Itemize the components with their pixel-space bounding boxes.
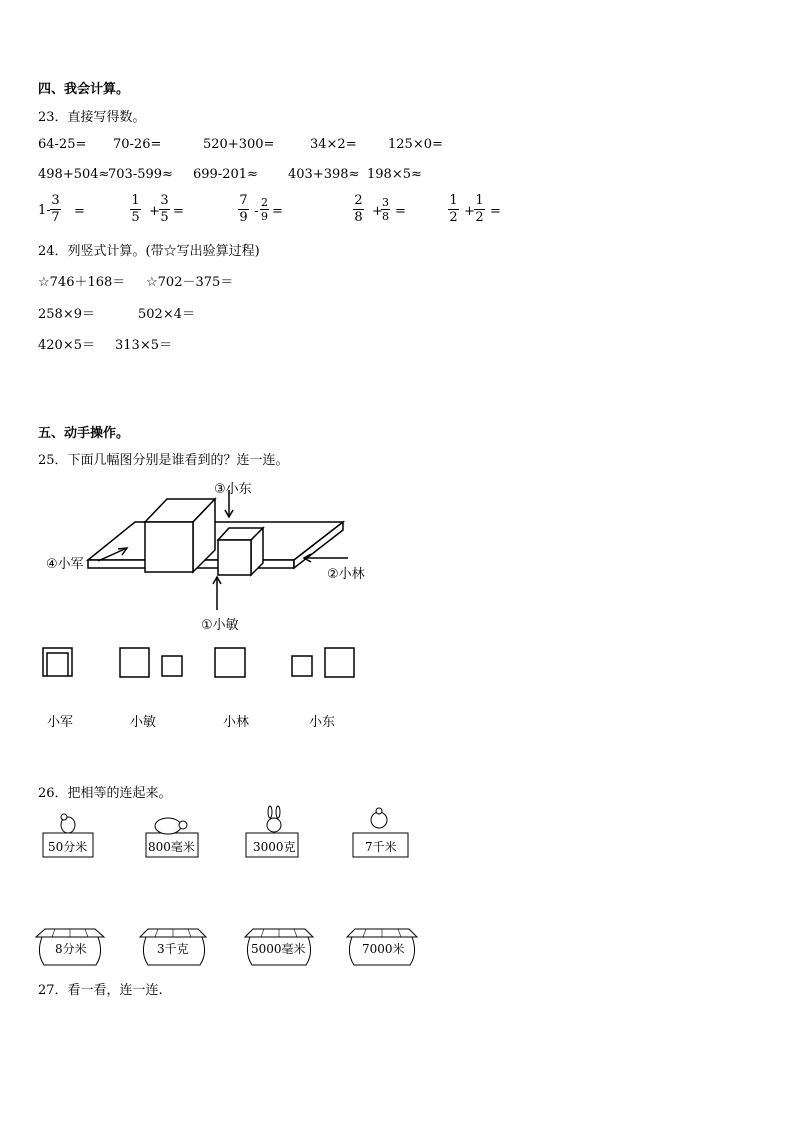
section4-heading: 四、我会计算。: [38, 82, 130, 97]
view-name: 小林: [223, 715, 250, 730]
fraction: [159, 193, 170, 226]
problem: 70-26=: [113, 137, 162, 152]
turtle-icon: [155, 818, 181, 834]
fraction-denominator: 8: [382, 210, 389, 223]
large-cube-front: [145, 522, 193, 572]
fraction-numerator: 1: [131, 193, 140, 208]
problem: 34×2=: [310, 137, 357, 152]
fraction-numerator: 7: [239, 193, 248, 208]
rabbit-icon: [267, 818, 281, 832]
problem: 198×5≈: [367, 167, 422, 182]
fraction-denominator: 2: [449, 210, 458, 225]
fraction-denominator: 9: [239, 210, 248, 225]
problem: 258×9＝: [38, 307, 95, 322]
fraction: [381, 196, 390, 223]
fraction: [238, 193, 249, 226]
equals: =: [74, 204, 85, 219]
view-name: 小东: [309, 715, 336, 730]
operator: -: [254, 204, 259, 219]
fraction-denominator: 7: [51, 210, 60, 225]
problem: 699-201≈: [193, 167, 258, 182]
fraction: [130, 193, 141, 226]
equals: =: [272, 204, 283, 219]
view-name: 小军: [47, 715, 74, 730]
fraction-denominator: 9: [261, 210, 268, 223]
pot-label: 5000毫米: [251, 942, 306, 956]
fraction-numerator: 3: [382, 196, 389, 209]
animal-cards: [0, 803, 430, 865]
section5-heading: 五、动手操作。: [38, 426, 130, 441]
fraction-numerator: 1: [449, 193, 458, 208]
small-cube-front: [218, 540, 251, 575]
equals: =: [173, 204, 184, 219]
fraction-denominator: 8: [354, 210, 363, 225]
viewer-left-label: ④小军: [46, 557, 84, 572]
fraction: [448, 193, 459, 226]
fraction-numerator: 3: [160, 193, 169, 208]
equals: =: [490, 204, 501, 219]
q26-title: 26．把相等的连起来。: [38, 786, 172, 801]
fraction-denominator: 2: [475, 210, 484, 225]
operator: +: [464, 204, 475, 219]
operator: +: [149, 204, 160, 219]
problem: 420×5＝: [38, 338, 95, 353]
operator: +: [372, 204, 383, 219]
problem: 502×4＝: [138, 307, 195, 322]
viewer-right-label: ②小林: [327, 567, 365, 582]
q27-title: 27．看一看，连一连.: [38, 983, 163, 998]
fraction: [353, 193, 364, 226]
q23-title: 23．直接写得数。: [38, 110, 146, 125]
problem: ☆702－375＝: [146, 275, 234, 290]
problem: 498+504≈: [38, 167, 110, 182]
fraction-numerator: 3: [51, 193, 60, 208]
viewer-front-label: ①小敏: [201, 618, 239, 633]
view-name: 小敏: [130, 715, 157, 730]
fraction-lead: 1-: [38, 203, 51, 218]
problem: 125×0=: [388, 137, 443, 152]
card-label: 50分米: [48, 840, 88, 854]
problem: ☆746＋168＝: [38, 275, 126, 290]
problem: 520+300=: [203, 137, 275, 152]
fraction-numerator: 2: [261, 196, 268, 209]
pot-label: 3千克: [157, 942, 189, 956]
equals: =: [395, 204, 406, 219]
problem: 403+398≈: [288, 167, 360, 182]
card-label: 3000克: [253, 840, 296, 854]
fraction: [260, 196, 269, 223]
view-option-single: [215, 648, 245, 677]
fraction-numerator: 1: [475, 193, 484, 208]
card-label: 800毫米: [148, 840, 195, 854]
q24-title: 24．列竖式计算。(带☆写出验算过程): [38, 244, 260, 259]
pot-label: 8分米: [55, 942, 87, 956]
pot-label: 7000米: [362, 942, 405, 956]
fraction-denominator: 5: [160, 210, 169, 225]
view-option-big-small: [120, 648, 149, 677]
problem: 703-599≈: [108, 167, 173, 182]
fraction-numerator: 2: [354, 193, 363, 208]
view-option-small-big: [292, 656, 312, 676]
view-options: [0, 640, 400, 685]
problem: 64-25=: [38, 137, 87, 152]
fraction: [50, 193, 61, 226]
fraction: [474, 193, 485, 226]
card-label: 7千米: [365, 840, 397, 854]
fraction-denominator: 5: [131, 210, 140, 225]
viewer-top-label: ③小东: [214, 482, 252, 497]
problem: 313×5＝: [115, 338, 172, 353]
q25-title: 25．下面几幅图分别是谁看到的？连一连。: [38, 453, 289, 468]
